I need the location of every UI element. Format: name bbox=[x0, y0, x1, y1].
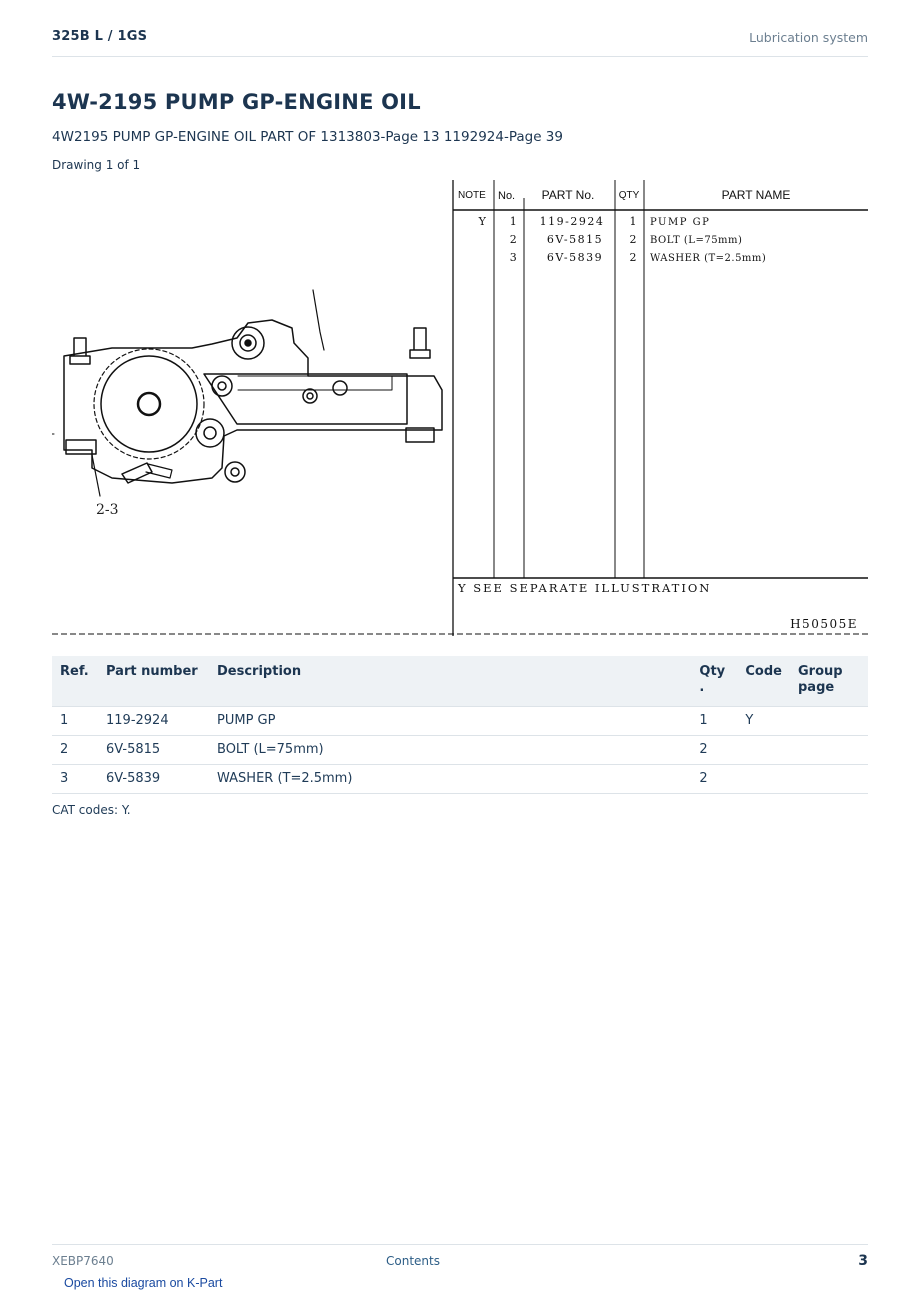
dwg-row-2-part-no: 6V-5815 bbox=[546, 233, 604, 246]
pump-illustration bbox=[52, 290, 442, 496]
page-subtitle: 4W2195 PUMP GP-ENGINE OIL PART OF 1313803-Page 13 1192924-Page 39 bbox=[52, 129, 563, 145]
cell-group-page bbox=[790, 707, 868, 736]
dwg-row-1-note: Y bbox=[478, 215, 488, 228]
dwg-row-1-no: 1 bbox=[509, 215, 519, 228]
parts-drawing bbox=[52, 178, 868, 638]
table-row bbox=[52, 736, 868, 765]
drawing-parts-list bbox=[52, 180, 868, 636]
table-row bbox=[52, 765, 868, 794]
cell-description: PUMP GP bbox=[209, 707, 691, 736]
dwg-row-1-part-no: 119-2924 bbox=[539, 215, 605, 228]
cell-code bbox=[737, 765, 790, 794]
col-qty-header bbox=[691, 656, 737, 707]
dwg-header-qty: QTY bbox=[618, 190, 640, 201]
page-title: 4W-2195 PUMP GP-ENGINE OIL bbox=[52, 90, 421, 114]
page-header bbox=[52, 26, 868, 57]
col-description-header: Description bbox=[209, 656, 691, 707]
parts-table bbox=[52, 656, 868, 794]
cat-codes-note: CAT codes: Y. bbox=[52, 803, 131, 817]
page-number: 3 bbox=[858, 1253, 868, 1269]
cell-code: Y bbox=[737, 707, 790, 736]
table-row bbox=[52, 707, 868, 736]
cell-qty: 1 bbox=[691, 707, 737, 736]
dwg-separate-illustration-note: Y SEE SEPARATE ILLUSTRATION bbox=[458, 581, 712, 595]
dwg-row-2-no: 2 bbox=[509, 233, 519, 246]
open-in-kpart-link[interactable]: Open this diagram on K-Part bbox=[64, 1276, 223, 1290]
col-part-number-header: Part number bbox=[98, 656, 209, 707]
dwg-row-1-qty: 1 bbox=[629, 215, 638, 228]
dwg-header-part-no: PART No. bbox=[541, 188, 595, 202]
dwg-header-no: No. bbox=[498, 190, 516, 202]
dwg-row-3-part-no: 6V-5839 bbox=[546, 251, 604, 264]
cell-code bbox=[737, 736, 790, 765]
dwg-header-note: NOTE bbox=[458, 190, 486, 201]
col-qty-header-line1: Qty bbox=[699, 664, 726, 679]
cell-qty: 2 bbox=[691, 736, 737, 765]
dwg-row-3-name: WASHER (T=2.5mm) bbox=[650, 253, 767, 264]
cell-ref: 3 bbox=[52, 765, 98, 794]
contents-link[interactable]: Contents bbox=[386, 1254, 440, 1268]
dwg-row-3-qty: 2 bbox=[629, 251, 638, 264]
dwg-row-2-qty: 2 bbox=[629, 233, 638, 246]
cell-part-number: 119-2924 bbox=[98, 707, 209, 736]
cell-ref: 2 bbox=[52, 736, 98, 765]
dwg-header-part-name: PART NAME bbox=[721, 188, 791, 202]
cell-description: BOLT (L=75mm) bbox=[209, 736, 691, 765]
cell-qty: 2 bbox=[691, 765, 737, 794]
cell-part-number: 6V-5839 bbox=[98, 765, 209, 794]
model-label: 325B L / 1GS bbox=[52, 29, 148, 44]
cell-ref: 1 bbox=[52, 707, 98, 736]
page-footer bbox=[52, 1244, 868, 1275]
callout-label: 2-3 bbox=[96, 502, 119, 518]
col-group-page-header bbox=[790, 656, 868, 707]
cell-group-page bbox=[790, 736, 868, 765]
col-group-page-header-line2: page bbox=[798, 680, 835, 695]
dwg-row-2-name: BOLT (L=75mm) bbox=[650, 235, 743, 246]
col-ref-header: Ref. bbox=[52, 656, 98, 707]
dwg-row-1-name: PUMP GP bbox=[650, 217, 711, 228]
drawing-count: Drawing 1 of 1 bbox=[52, 158, 141, 172]
section-label: Lubrication system bbox=[749, 30, 868, 45]
cell-group-page bbox=[790, 765, 868, 794]
dwg-row-3-no: 3 bbox=[509, 251, 519, 264]
illustration-code: H50505E bbox=[790, 617, 858, 631]
cell-description: WASHER (T=2.5mm) bbox=[209, 765, 691, 794]
cell-part-number: 6V-5815 bbox=[98, 736, 209, 765]
col-qty-header-line2: . bbox=[699, 680, 705, 695]
col-group-page-header-line1: Group bbox=[798, 664, 843, 679]
parts-table-header bbox=[52, 656, 868, 707]
document-id: XEBP7640 bbox=[52, 1254, 114, 1268]
col-code-header: Code bbox=[737, 656, 790, 707]
